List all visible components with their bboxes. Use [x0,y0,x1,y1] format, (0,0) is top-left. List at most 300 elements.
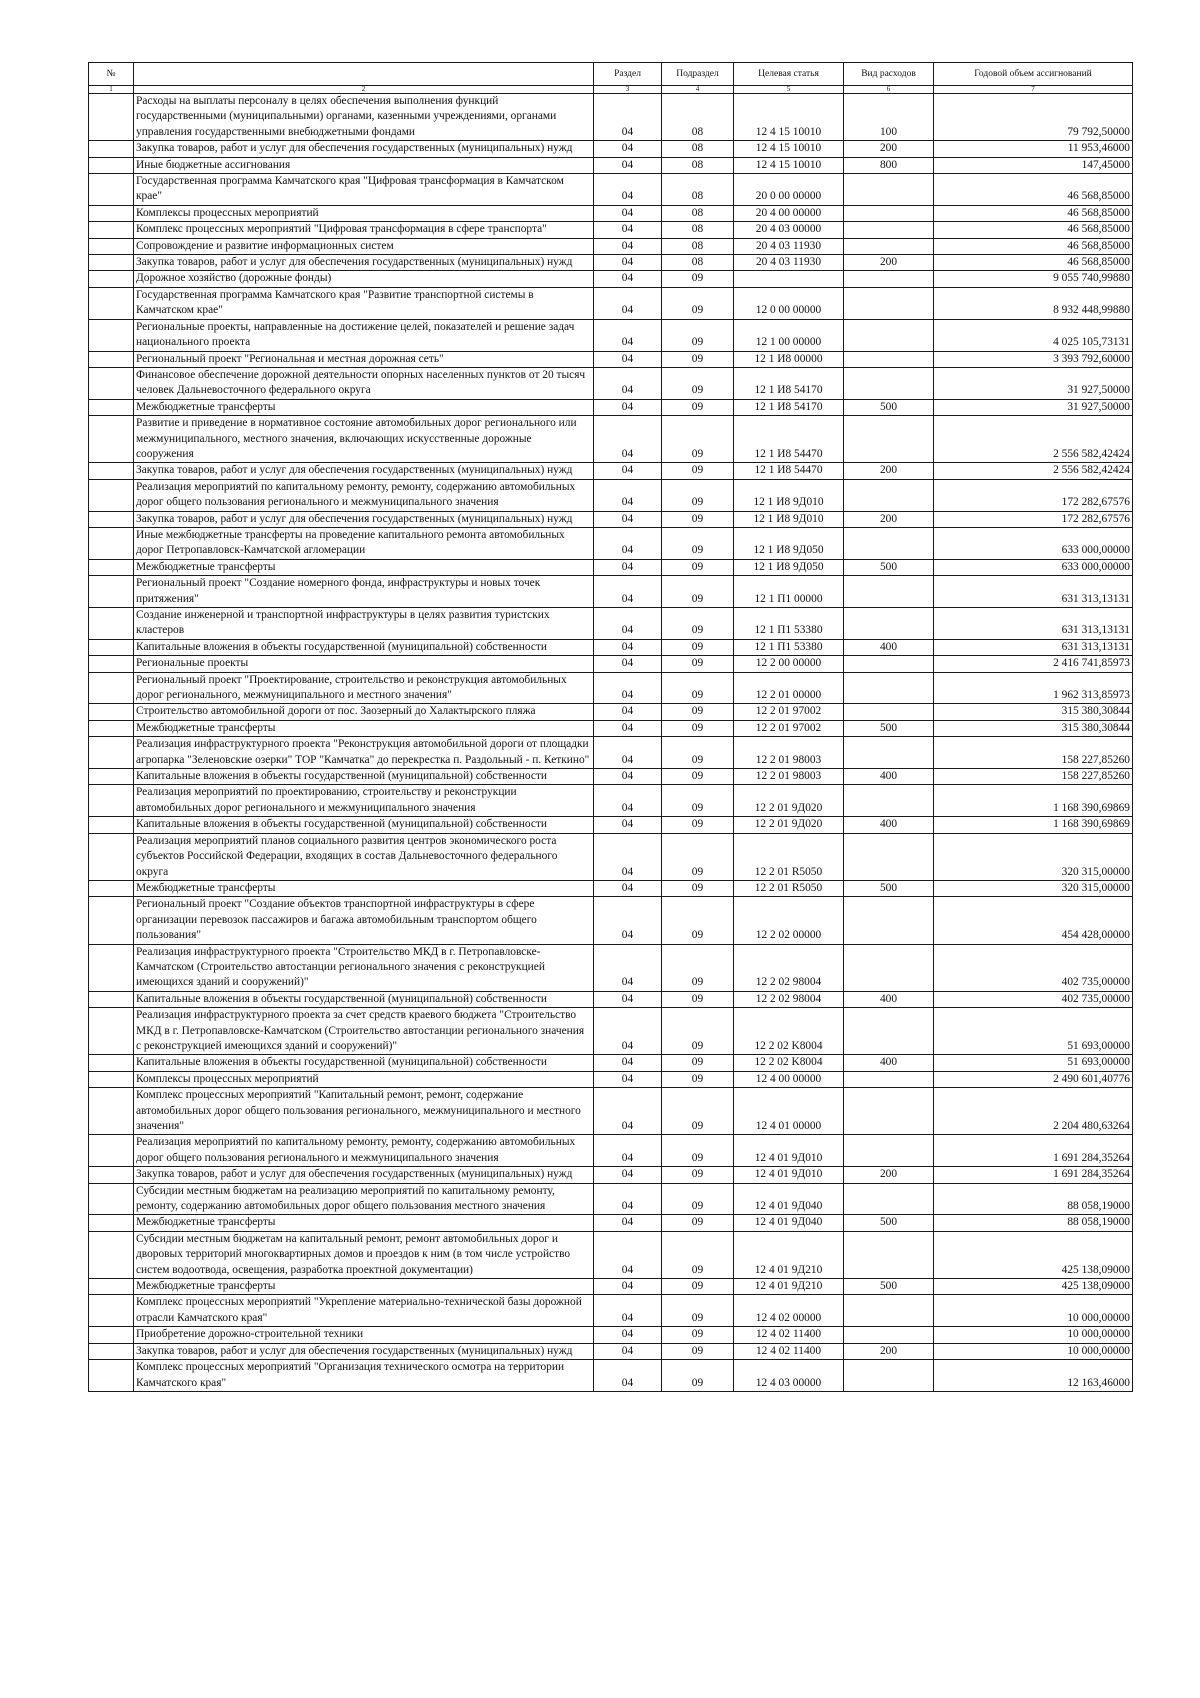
row-expense-type-cell [844,238,934,254]
col-expense-type-header: Вид расходов [844,63,934,86]
table-row [89,639,1133,655]
row-name-cell: Субсидии местным бюджетам на капитальный ремонт, ремонт автомобильных дорог и дворовых территорий многоквартирных домов и проездов к ним (в том числе устройство систем водоотвода, освещения, разработка проектной документации) [134,1231,594,1278]
row-section-cell: 04 [594,367,662,399]
row-number-cell [89,833,134,880]
row-number-cell [89,704,134,720]
row-number-cell [89,880,134,896]
row-number-cell [89,319,134,351]
row-amount-cell: 2 490 601,40776 [934,1071,1133,1087]
table-row [89,672,1133,704]
row-name-cell: Региональный проект "Проектирование, строительство и реконструкция автомобильных дорог регионального, межмуниципального и местного значения" [134,672,594,704]
row-target-cell: 12 1 И8 00000 [734,351,844,367]
row-target-cell: 20 0 00 00000 [734,174,844,206]
row-subsection-cell: 09 [662,991,734,1007]
table-row [89,1088,1133,1135]
row-name-cell: Капитальные вложения в объекты государственной (муниципальной) собственности [134,639,594,655]
row-subsection-cell: 08 [662,222,734,238]
row-expense-type-cell: 200 [844,141,934,157]
row-amount-cell: 633 000,00000 [934,527,1133,559]
row-target-cell: 12 1 П1 53380 [734,639,844,655]
row-number-cell [89,1295,134,1327]
table-row [89,238,1133,254]
row-section-cell: 04 [594,639,662,655]
row-number-cell [89,1183,134,1215]
row-section-cell: 04 [594,1183,662,1215]
row-subsection-cell: 09 [662,1231,734,1278]
row-subsection-cell: 08 [662,205,734,221]
row-amount-cell: 2 204 480,63264 [934,1088,1133,1135]
row-expense-type-cell: 400 [844,991,934,1007]
table-row [89,527,1133,559]
row-name-cell: Государственная программа Камчатского края "Развитие транспортной системы в Камчатском крае" [134,287,594,319]
row-section-cell: 04 [594,479,662,511]
row-name-cell: Закупка товаров, работ и услуг для обеспечения государственных (муниципальных) нужд [134,1343,594,1359]
row-number-cell [89,944,134,991]
row-section-cell: 04 [594,174,662,206]
row-name-cell: Реализация инфраструктурного проекта "Реконструкция автомобильной дороги от площадки агропарка "Зеленовские озерки" ТОР "Камчатка" до перекрестка п. Раздольный - п. Кеткино" [134,737,594,769]
row-number-cell [89,463,134,479]
col-index: 1 [89,86,134,94]
row-expense-type-cell: 500 [844,1279,934,1295]
row-expense-type-cell: 500 [844,559,934,575]
row-section-cell: 04 [594,944,662,991]
row-name-cell: Региональный проект "Создание объектов транспортной инфраструктуры в сфере организации перевозок пассажиров и багажа автомобильным транспортом общего пользования" [134,897,594,944]
row-subsection-cell: 09 [662,479,734,511]
row-target-cell: 12 2 02 00000 [734,897,844,944]
row-amount-cell: 9 055 740,99880 [934,271,1133,287]
row-name-cell: Закупка товаров, работ и услуг для обеспечения государственных (муниципальных) нужд [134,255,594,271]
row-amount-cell: 10 000,00000 [934,1343,1133,1359]
row-number-cell [89,157,134,173]
row-section-cell: 04 [594,672,662,704]
row-target-cell: 20 4 03 00000 [734,222,844,238]
row-subsection-cell: 09 [662,1215,734,1231]
row-number-cell [89,817,134,833]
row-section-cell: 04 [594,94,662,141]
row-subsection-cell: 08 [662,255,734,271]
row-subsection-cell: 09 [662,463,734,479]
row-subsection-cell: 09 [662,1071,734,1087]
row-number-cell [89,576,134,608]
row-number-cell [89,479,134,511]
row-subsection-cell: 08 [662,157,734,173]
col-amount-header: Годовой объем ассигнований [934,63,1133,86]
row-expense-type-cell [844,1183,934,1215]
row-expense-type-cell [844,897,934,944]
table-row [89,351,1133,367]
row-subsection-cell: 09 [662,271,734,287]
table-row [89,416,1133,463]
row-expense-type-cell [844,1231,934,1278]
row-number-cell [89,656,134,672]
table-row [89,511,1133,527]
row-expense-type-cell: 500 [844,1215,934,1231]
row-section-cell: 04 [594,737,662,769]
row-amount-cell: 88 058,19000 [934,1215,1133,1231]
table-row [89,157,1133,173]
row-name-cell: Межбюджетные трансферты [134,880,594,896]
row-target-cell: 12 2 02 98004 [734,944,844,991]
row-target-cell: 12 2 01 98003 [734,737,844,769]
row-target-cell: 12 0 00 00000 [734,287,844,319]
row-amount-cell: 3 393 792,60000 [934,351,1133,367]
row-target-cell: 12 2 01 97002 [734,704,844,720]
col-name-header [134,63,594,86]
row-section-cell: 04 [594,1088,662,1135]
row-target-cell: 12 2 02 K8004 [734,1008,844,1055]
row-number-cell [89,991,134,1007]
row-section-cell: 04 [594,1231,662,1278]
row-section-cell: 04 [594,527,662,559]
row-expense-type-cell [844,833,934,880]
row-section-cell: 04 [594,1167,662,1183]
row-expense-type-cell [844,287,934,319]
row-name-cell: Закупка товаров, работ и услуг для обеспечения государственных (муниципальных) нужд [134,141,594,157]
row-section-cell: 04 [594,833,662,880]
row-target-cell: 12 4 15 10010 [734,94,844,141]
row-expense-type-cell [844,205,934,221]
row-subsection-cell: 09 [662,817,734,833]
row-subsection-cell: 09 [662,944,734,991]
table-row [89,205,1133,221]
table-row [89,1295,1133,1327]
row-number-cell [89,1055,134,1071]
row-subsection-cell: 09 [662,1055,734,1071]
row-amount-cell: 454 428,00000 [934,897,1133,944]
row-number-cell [89,897,134,944]
row-name-cell: Региональные проекты, направленные на достижение целей, показателей и решение задач национального проекта [134,319,594,351]
row-number-cell [89,1343,134,1359]
row-section-cell: 04 [594,351,662,367]
row-name-cell: Строительство автомобильной дороги от пос. Заозерный до Халактырского пляжа [134,704,594,720]
row-name-cell: Региональный проект "Региональная и местная дорожная сеть" [134,351,594,367]
row-number-cell [89,399,134,415]
row-amount-cell: 315 380,30844 [934,704,1133,720]
row-target-cell: 12 2 01 9Д020 [734,785,844,817]
row-target-cell: 12 1 И8 9Д010 [734,479,844,511]
row-number-cell [89,1231,134,1278]
row-section-cell: 04 [594,141,662,157]
row-target-cell: 12 2 00 00000 [734,656,844,672]
table-row [89,141,1133,157]
row-expense-type-cell: 100 [844,94,934,141]
row-expense-type-cell [844,1327,934,1343]
row-section-cell: 04 [594,157,662,173]
row-subsection-cell: 09 [662,1327,734,1343]
row-name-cell: Комплексы процессных мероприятий [134,205,594,221]
row-name-cell: Финансовое обеспечение дорожной деятельности опорных населенных пунктов от 20 тысяч человек Дальневосточного федерального округа [134,367,594,399]
table-row [89,94,1133,141]
row-section-cell: 04 [594,222,662,238]
row-section-cell: 04 [594,255,662,271]
row-target-cell: 12 1 П1 53380 [734,608,844,640]
row-subsection-cell: 09 [662,656,734,672]
row-expense-type-cell: 500 [844,880,934,896]
row-subsection-cell: 09 [662,785,734,817]
row-subsection-cell: 09 [662,1008,734,1055]
table-row [89,367,1133,399]
row-expense-type-cell [844,319,934,351]
row-amount-cell: 631 313,13131 [934,576,1133,608]
row-target-cell: 12 2 01 9Д020 [734,817,844,833]
row-number-cell [89,608,134,640]
row-section-cell: 04 [594,319,662,351]
row-name-cell: Реализация инфраструктурного проекта за счет средств краевого бюджета "Строительство МКД в г. Петропавловске-Камчатском (Строительство автостанции регионального значения с реконструкцией имеющихся зданий и сооружений)" [134,1008,594,1055]
row-section-cell: 04 [594,1360,662,1392]
row-name-cell: Межбюджетные трансферты [134,1215,594,1231]
row-target-cell: 12 1 И8 54470 [734,463,844,479]
row-section-cell: 04 [594,576,662,608]
row-amount-cell: 46 568,85000 [934,174,1133,206]
row-subsection-cell: 09 [662,897,734,944]
row-section-cell: 04 [594,880,662,896]
row-number-cell [89,559,134,575]
row-name-cell: Реализация мероприятий планов социального развития центров экономического роста субъектов Российской Федерации, входящих в состав Дальневосточного федерального округа [134,833,594,880]
row-target-cell: 12 4 01 9Д210 [734,1231,844,1278]
table-row [89,174,1133,206]
row-subsection-cell: 09 [662,1167,734,1183]
row-target-cell: 12 1 П1 00000 [734,576,844,608]
row-name-cell: Закупка товаров, работ и услуг для обеспечения государственных (муниципальных) нужд [134,1167,594,1183]
col-target-header: Целевая статья [734,63,844,86]
row-target-cell: 12 2 01 00000 [734,672,844,704]
row-number-cell [89,255,134,271]
row-number-cell [89,271,134,287]
table-row [89,1008,1133,1055]
row-amount-cell: 46 568,85000 [934,255,1133,271]
row-subsection-cell: 09 [662,672,734,704]
row-amount-cell: 631 313,13131 [934,639,1133,655]
row-number-cell [89,351,134,367]
row-target-cell: 12 1 И8 54470 [734,416,844,463]
col-section-header: Раздел [594,63,662,86]
row-expense-type-cell: 200 [844,1167,934,1183]
budget-sheet [88,62,1132,1392]
row-expense-type-cell: 200 [844,255,934,271]
row-amount-cell: 1 962 313,85973 [934,672,1133,704]
row-subsection-cell: 09 [662,319,734,351]
table-row [89,880,1133,896]
table-row [89,897,1133,944]
row-section-cell: 04 [594,769,662,785]
row-name-cell: Закупка товаров, работ и услуг для обеспечения государственных (муниципальных) нужд [134,511,594,527]
row-number-cell [89,769,134,785]
row-target-cell: 12 4 01 9Д210 [734,1279,844,1295]
row-expense-type-cell [844,785,934,817]
table-row [89,1135,1133,1167]
row-name-cell: Межбюджетные трансферты [134,1279,594,1295]
row-expense-type-cell [844,1135,934,1167]
row-expense-type-cell [844,271,934,287]
row-name-cell: Капитальные вложения в объекты государственной (муниципальной) собственности [134,817,594,833]
table-row [89,271,1133,287]
row-section-cell: 04 [594,720,662,736]
row-section-cell: 04 [594,1295,662,1327]
row-amount-cell: 4 025 105,73131 [934,319,1133,351]
row-section-cell: 04 [594,608,662,640]
table-row [89,769,1133,785]
table-row [89,704,1133,720]
table-row [89,559,1133,575]
row-target-cell: 12 4 03 00000 [734,1360,844,1392]
table-row [89,1071,1133,1087]
row-target-cell: 12 1 И8 54170 [734,399,844,415]
row-subsection-cell: 09 [662,1183,734,1215]
row-section-cell: 04 [594,271,662,287]
row-subsection-cell: 09 [662,1343,734,1359]
row-subsection-cell: 09 [662,399,734,415]
row-section-cell: 04 [594,1215,662,1231]
row-target-cell: 20 4 03 11930 [734,255,844,271]
table-row [89,1183,1133,1215]
row-section-cell: 04 [594,238,662,254]
col-index: 6 [844,86,934,94]
row-name-cell: Межбюджетные трансферты [134,720,594,736]
row-name-cell: Сопровождение и развитие информационных систем [134,238,594,254]
row-amount-cell: 402 735,00000 [934,944,1133,991]
row-section-cell: 04 [594,1135,662,1167]
row-name-cell: Иные межбюджетные трансферты на проведение капитального ремонта автомобильных дорог Петропавловск-Камчатской агломерации [134,527,594,559]
row-name-cell: Субсидии местным бюджетам на реализацию мероприятий по капитальному ремонту, ремонту, содержанию автомобильных дорог общего пользования местного значения [134,1183,594,1215]
table-row [89,1167,1133,1183]
row-number-cell [89,416,134,463]
row-name-cell: Приобретение дорожно-строительной техники [134,1327,594,1343]
table-row [89,720,1133,736]
row-amount-cell: 2 556 582,42424 [934,463,1133,479]
row-amount-cell: 88 058,19000 [934,1183,1133,1215]
row-number-cell [89,1088,134,1135]
table-row [89,817,1133,833]
row-number-cell [89,1327,134,1343]
row-number-cell [89,367,134,399]
row-amount-cell: 31 927,50000 [934,399,1133,415]
row-expense-type-cell: 400 [844,817,934,833]
row-amount-cell: 631 313,13131 [934,608,1133,640]
row-name-cell: Реализация инфраструктурного проекта "Строительство МКД в г. Петропавловске-Камчатском (Строительство автостанции регионального значения с реконструкцией имеющихся зданий и сооружений)" [134,944,594,991]
row-section-cell: 04 [594,897,662,944]
row-subsection-cell: 09 [662,737,734,769]
row-target-cell: 12 1 И8 9Д050 [734,559,844,575]
row-name-cell: Межбюджетные трансферты [134,399,594,415]
row-amount-cell: 1 691 284,35264 [934,1167,1133,1183]
row-name-cell: Реализация мероприятий по капитальному ремонту, ремонту, содержанию автомобильных дорог общего пользования регионального и межмуниципального значения [134,479,594,511]
row-section-cell: 04 [594,1327,662,1343]
row-amount-cell: 320 315,00000 [934,833,1133,880]
row-expense-type-cell: 400 [844,639,934,655]
row-amount-cell: 51 693,00000 [934,1008,1133,1055]
row-subsection-cell: 08 [662,174,734,206]
row-expense-type-cell: 200 [844,511,934,527]
col-index: 4 [662,86,734,94]
row-expense-type-cell: 400 [844,769,934,785]
row-subsection-cell: 09 [662,1360,734,1392]
row-expense-type-cell: 200 [844,1343,934,1359]
row-target-cell: 12 4 01 9Д010 [734,1167,844,1183]
row-expense-type-cell [844,1071,934,1087]
row-amount-cell: 172 282,67576 [934,479,1133,511]
row-expense-type-cell: 800 [844,157,934,173]
row-number-cell [89,639,134,655]
row-subsection-cell: 09 [662,704,734,720]
row-number-cell [89,1360,134,1392]
col-subsection-header: Подраздел [662,63,734,86]
row-expense-type-cell [844,1295,934,1327]
row-name-cell: Реализация мероприятий по проектированию, строительству и реконструкции автомобильных дорог регионального и межмуниципального значения [134,785,594,817]
row-section-cell: 04 [594,1055,662,1071]
row-section-cell: 04 [594,1008,662,1055]
col-number-header: № [89,63,134,86]
row-number-cell [89,287,134,319]
row-amount-cell: 46 568,85000 [934,238,1133,254]
row-name-cell: Региональный проект "Создание номерного фонда, инфраструктуры и новых точек притяжения" [134,576,594,608]
row-number-cell [89,527,134,559]
row-number-cell [89,222,134,238]
row-number-cell [89,238,134,254]
row-name-cell: Создание инженерной и транспортной инфраструктуры в целях развития туристских кластеров [134,608,594,640]
row-amount-cell: 2 416 741,85973 [934,656,1133,672]
row-target-cell: 12 4 01 00000 [734,1088,844,1135]
row-section-cell: 04 [594,463,662,479]
row-expense-type-cell: 200 [844,463,934,479]
row-amount-cell: 10 000,00000 [934,1327,1133,1343]
row-amount-cell: 158 227,85260 [934,769,1133,785]
row-expense-type-cell: 500 [844,720,934,736]
row-number-cell [89,737,134,769]
table-row [89,1343,1133,1359]
row-subsection-cell: 09 [662,416,734,463]
row-section-cell: 04 [594,704,662,720]
row-number-cell [89,720,134,736]
row-target-cell: 12 2 01 R5050 [734,833,844,880]
row-subsection-cell: 09 [662,576,734,608]
row-number-cell [89,205,134,221]
row-amount-cell: 425 138,09000 [934,1279,1133,1295]
row-subsection-cell: 09 [662,511,734,527]
table-row [89,833,1133,880]
row-section-cell: 04 [594,511,662,527]
column-index-row [89,86,1133,94]
row-amount-cell: 1 168 390,69869 [934,785,1133,817]
table-row [89,1055,1133,1071]
row-expense-type-cell [844,1088,934,1135]
row-expense-type-cell [844,672,934,704]
row-number-cell [89,1215,134,1231]
row-number-cell [89,785,134,817]
row-target-cell: 12 2 02 K8004 [734,1055,844,1071]
table-row [89,608,1133,640]
row-number-cell [89,1135,134,1167]
header-row [89,63,1133,86]
table-row [89,1279,1133,1295]
row-expense-type-cell [844,608,934,640]
row-expense-type-cell [844,416,934,463]
row-subsection-cell: 09 [662,1295,734,1327]
row-amount-cell: 51 693,00000 [934,1055,1133,1071]
table-row [89,255,1133,271]
row-target-cell: 12 4 02 11400 [734,1327,844,1343]
row-expense-type-cell: 500 [844,399,934,415]
row-subsection-cell: 09 [662,769,734,785]
row-target-cell: 12 1 И8 54170 [734,367,844,399]
row-expense-type-cell [844,1008,934,1055]
row-number-cell [89,672,134,704]
row-section-cell: 04 [594,205,662,221]
table-row [89,222,1133,238]
row-target-cell: 12 4 01 9Д040 [734,1183,844,1215]
table-row [89,287,1133,319]
table-row [89,656,1133,672]
row-number-cell [89,141,134,157]
